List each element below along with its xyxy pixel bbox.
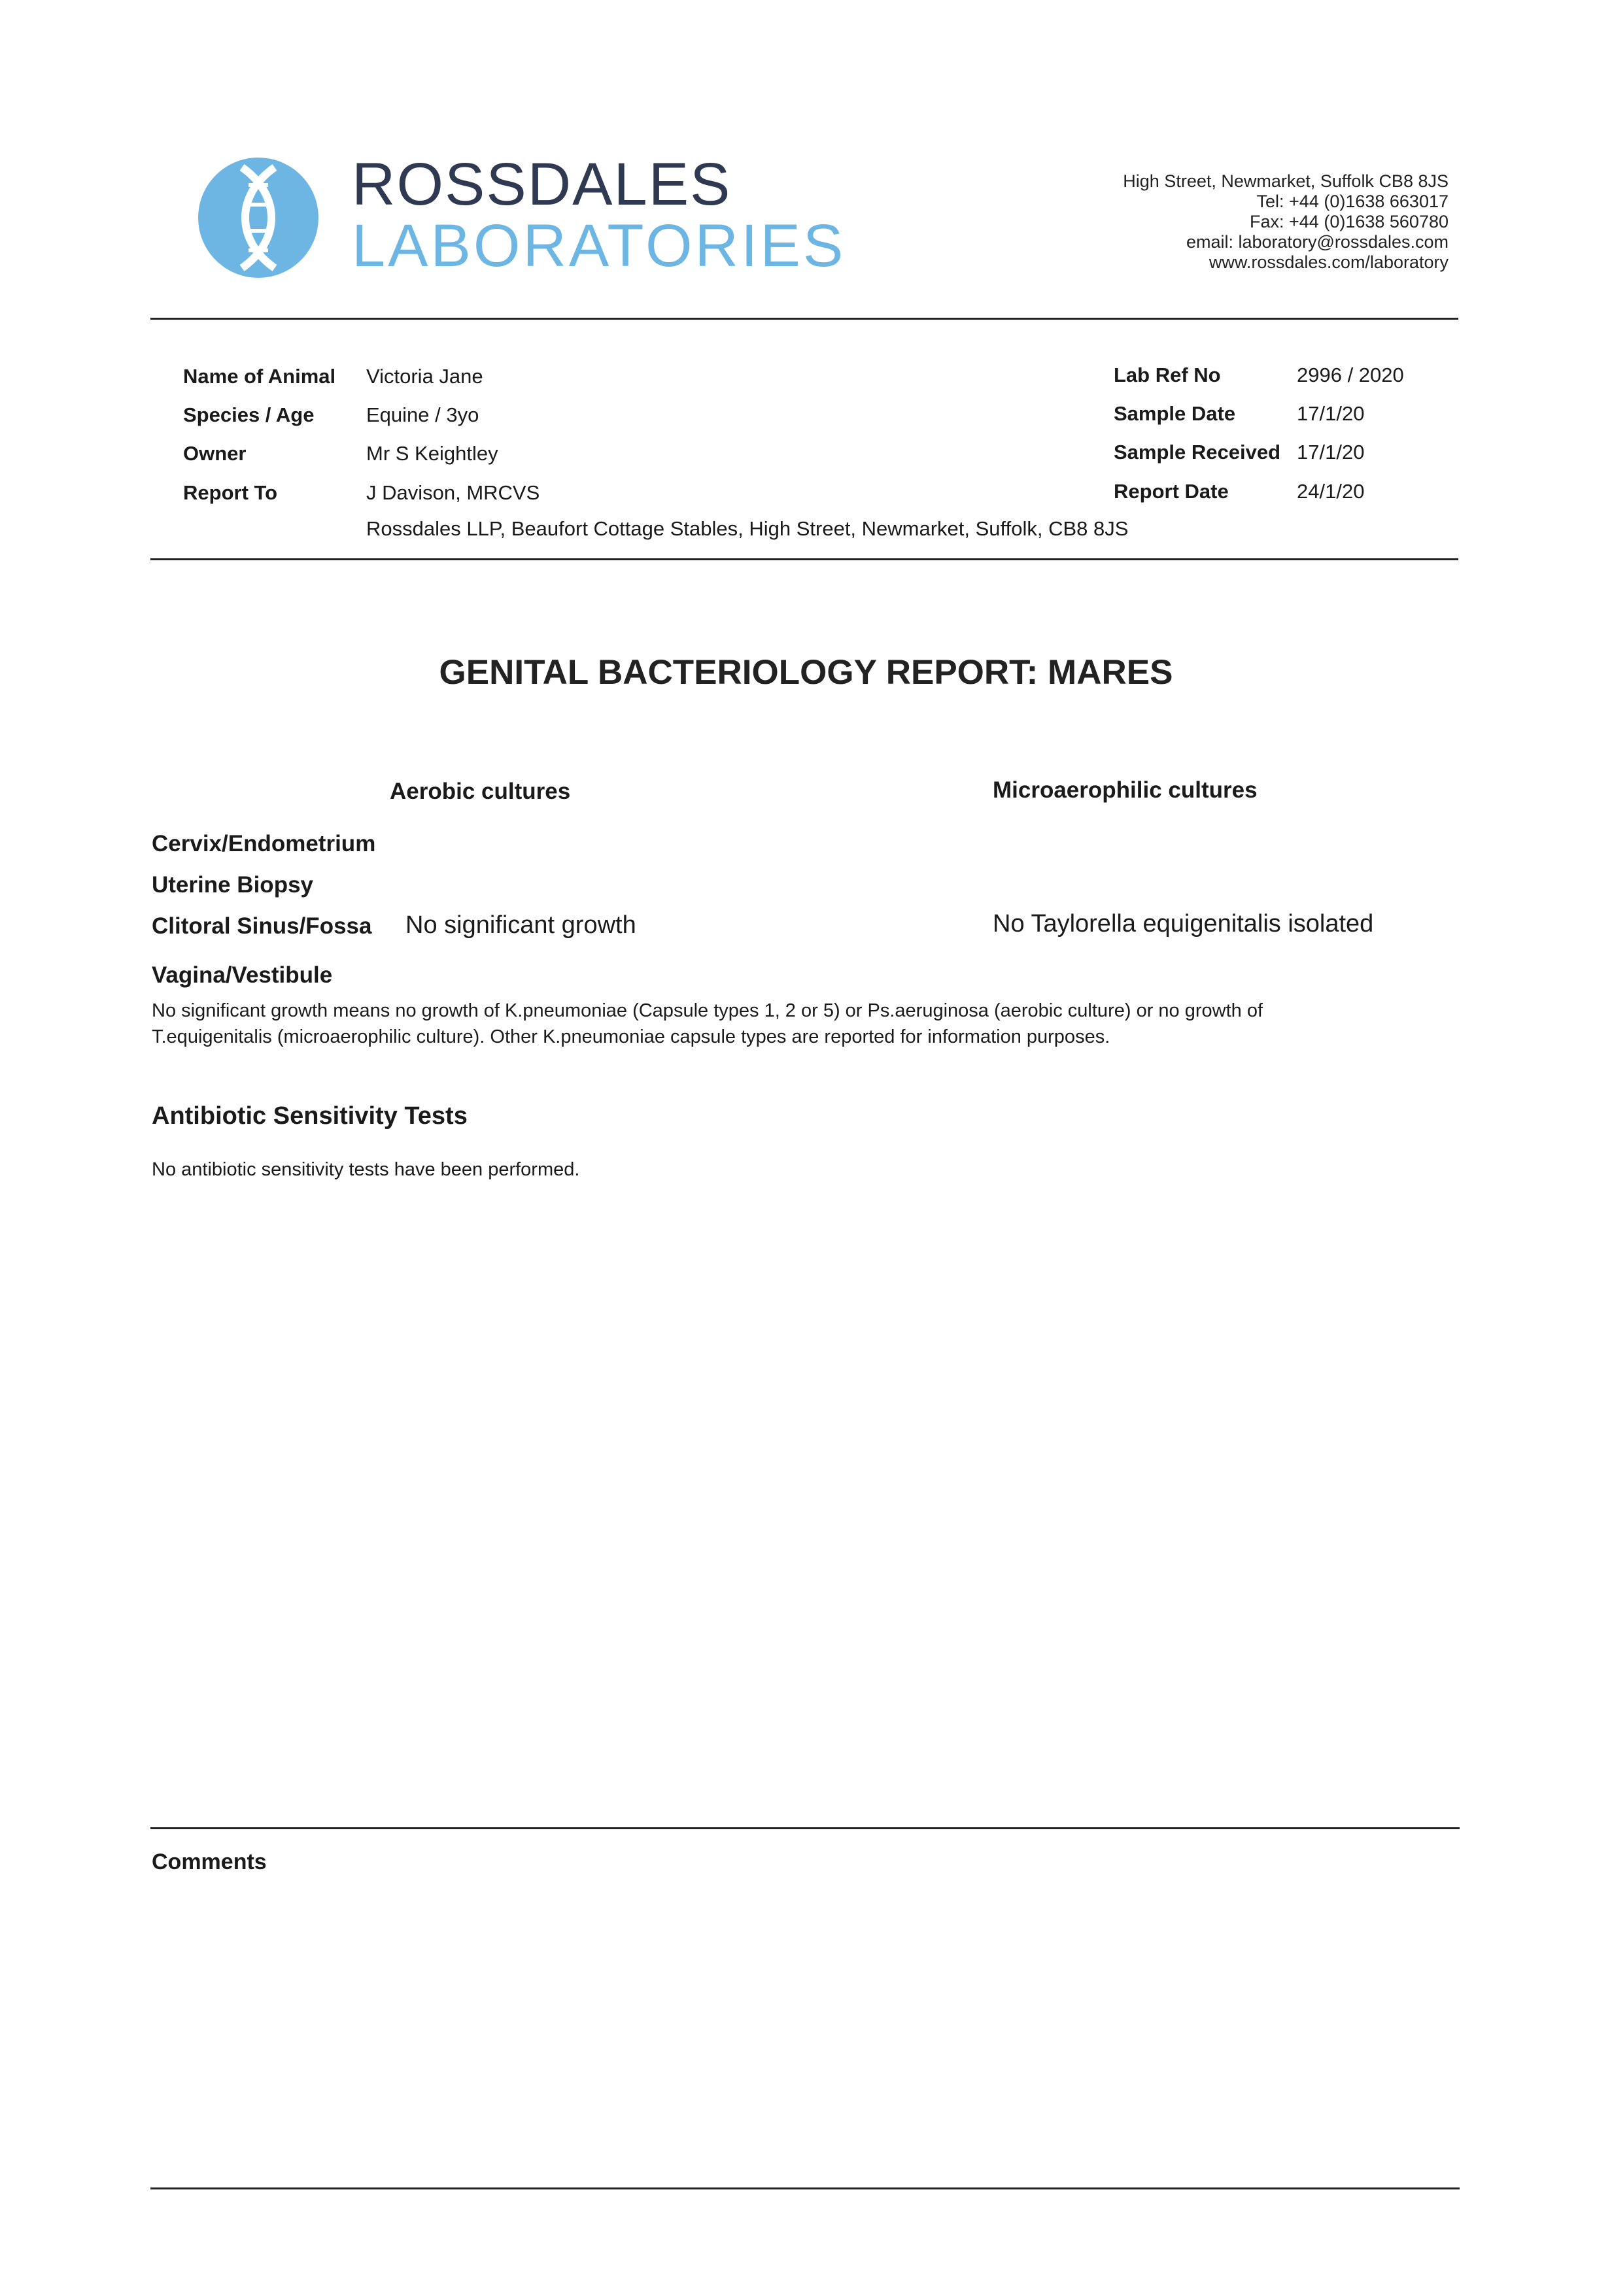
brand-name-line2: LABORATORIES <box>352 212 846 279</box>
name-label: Name of Animal <box>183 365 336 388</box>
contact-email[interactable]: email: laboratory@rossdales.com <box>1186 232 1449 252</box>
sample-received-label: Sample Received <box>1114 441 1281 464</box>
comments-divider <box>150 1827 1460 1829</box>
lab-ref-value: 2996 / 2020 <box>1297 363 1404 386</box>
report-title: GENITAL BACTERIOLOGY REPORT: MARES <box>439 653 1173 692</box>
sample-date-label: Sample Date <box>1114 402 1236 425</box>
antibiotic-text: No antibiotic sensitivity tests have been performed. <box>152 1159 580 1180</box>
contact-tel: Tel: +44 (0)1638 663017 <box>1256 192 1449 211</box>
site-cervix-endometrium: Cervix/Endometrium <box>152 831 376 856</box>
header-divider <box>150 318 1458 320</box>
microaerophilic-heading: Microaerophilic cultures <box>993 777 1258 803</box>
report-to-address: Rossdales LLP, Beaufort Cottage Stables, High Street, Newmarket, Suffolk, CB8 8JS <box>366 517 1129 540</box>
microaerophilic-result: No Taylorella equigenitalis isolated <box>993 910 1374 937</box>
dna-helix-icon <box>196 156 320 280</box>
name-value: Victoria Jane <box>366 365 483 388</box>
sample-received-value: 17/1/20 <box>1297 441 1365 464</box>
contact-web[interactable]: www.rossdales.com/laboratory <box>1209 252 1449 272</box>
contact-block <box>1123 171 1449 273</box>
result-note <box>152 998 1460 1050</box>
contact-fax: Fax: +44 (0)1638 560780 <box>1250 212 1449 231</box>
contact-address: High Street, Newmarket, Suffolk CB8 8JS <box>1123 171 1449 191</box>
comments-heading: Comments <box>152 1849 267 1874</box>
sample-date-value: 17/1/20 <box>1297 402 1365 425</box>
site-vagina-vestibule: Vagina/Vestibule <box>152 962 333 988</box>
info-divider <box>150 558 1458 560</box>
aerobic-heading: Aerobic cultures <box>390 779 571 804</box>
report-to-label: Report To <box>183 481 278 504</box>
species-value: Equine / 3yo <box>366 403 479 426</box>
lab-ref-label: Lab Ref No <box>1114 363 1221 386</box>
report-date-value: 24/1/20 <box>1297 480 1365 503</box>
result-note-line2: T.equigenitalis (microaerophilic culture). Other K.pneumoniae capsule types are reported for information purposes. <box>152 1026 1110 1047</box>
report-date-label: Report Date <box>1114 480 1229 503</box>
species-label: Species / Age <box>183 403 315 426</box>
footer-divider <box>150 2187 1460 2189</box>
report-to-value: J Davison, MRCVS <box>366 481 540 504</box>
site-uterine-biopsy: Uterine Biopsy <box>152 872 313 898</box>
owner-value: Mr S Keightley <box>366 442 498 465</box>
brand-name-line1: ROSSDALES <box>352 151 732 218</box>
result-note-line1: No significant growth means no growth of K.pneumoniae (Capsule types 1, 2 or 5) or Ps.aeruginosa (aerobic culture) or no growth of <box>152 1000 1263 1021</box>
aerobic-result: No significant growth <box>405 911 636 939</box>
site-clitoral-sinus-fossa: Clitoral Sinus/Fossa <box>152 913 372 939</box>
owner-label: Owner <box>183 442 247 465</box>
antibiotic-heading: Antibiotic Sensitivity Tests <box>152 1102 468 1130</box>
